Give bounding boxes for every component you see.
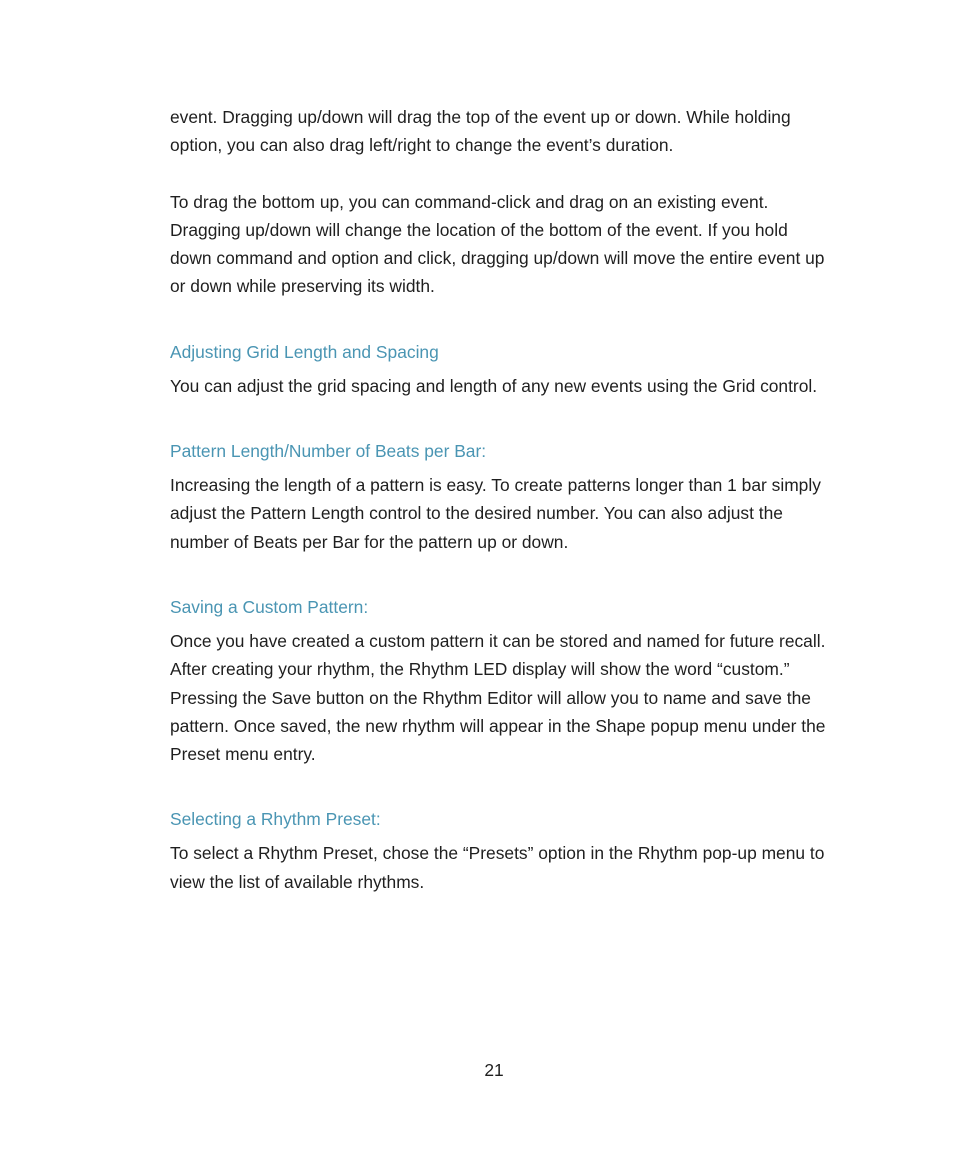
page-number: 21 <box>484 1060 504 1080</box>
section-heading: Selecting a Rhythm Preset: <box>170 809 381 830</box>
section-saving-pattern <box>170 593 830 768</box>
section-pattern-length <box>170 437 830 556</box>
section-body: You can adjust the grid spacing and length of any new events using the Grid control. <box>170 375 818 396</box>
section-body: To select a Rhythm Preset, chose the “Presets” option in the Rhythm pop-up menu to view the list of available rhythms. <box>170 843 825 892</box>
section-body: Once you have created a custom pattern it can be stored and named for future recall. After creating your rhythm, the Rhythm LED display will show the word “custom.” Pressing the Save button on the Rhythm Editor will allow you to name and save the pattern. Once saved, the new rhythm will appear in the Shape popup menu under the Preset menu entry. <box>170 630 826 765</box>
paragraph-spacer <box>170 160 830 188</box>
page-content <box>170 103 830 896</box>
intro-paragraph-1: event. Dragging up/down will drag the top of the event up or down. While holding option, you can also drag left/right to change the event’s duration. <box>170 107 791 156</box>
section-body: Increasing the length of a pattern is easy. To create patterns longer than 1 bar simply adjust the Pattern Length control to the desired number. You can also adjust the number of Beats per Bar for the pattern up or down. <box>170 475 821 552</box>
section-heading: Pattern Length/Number of Beats per Bar: <box>170 441 487 462</box>
section-grid-length <box>170 338 830 400</box>
section-heading: Saving a Custom Pattern: <box>170 596 369 617</box>
intro-paragraph-2: To drag the bottom up, you can command-click and drag on an existing event. Dragging up/down will change the location of the bottom of the event. If you hold down command and option and click, dragging up/down will move the entire event up or down while preserving its width. <box>170 191 825 297</box>
section-heading: Adjusting Grid Length and Spacing <box>170 341 439 362</box>
section-rhythm-preset <box>170 805 830 896</box>
